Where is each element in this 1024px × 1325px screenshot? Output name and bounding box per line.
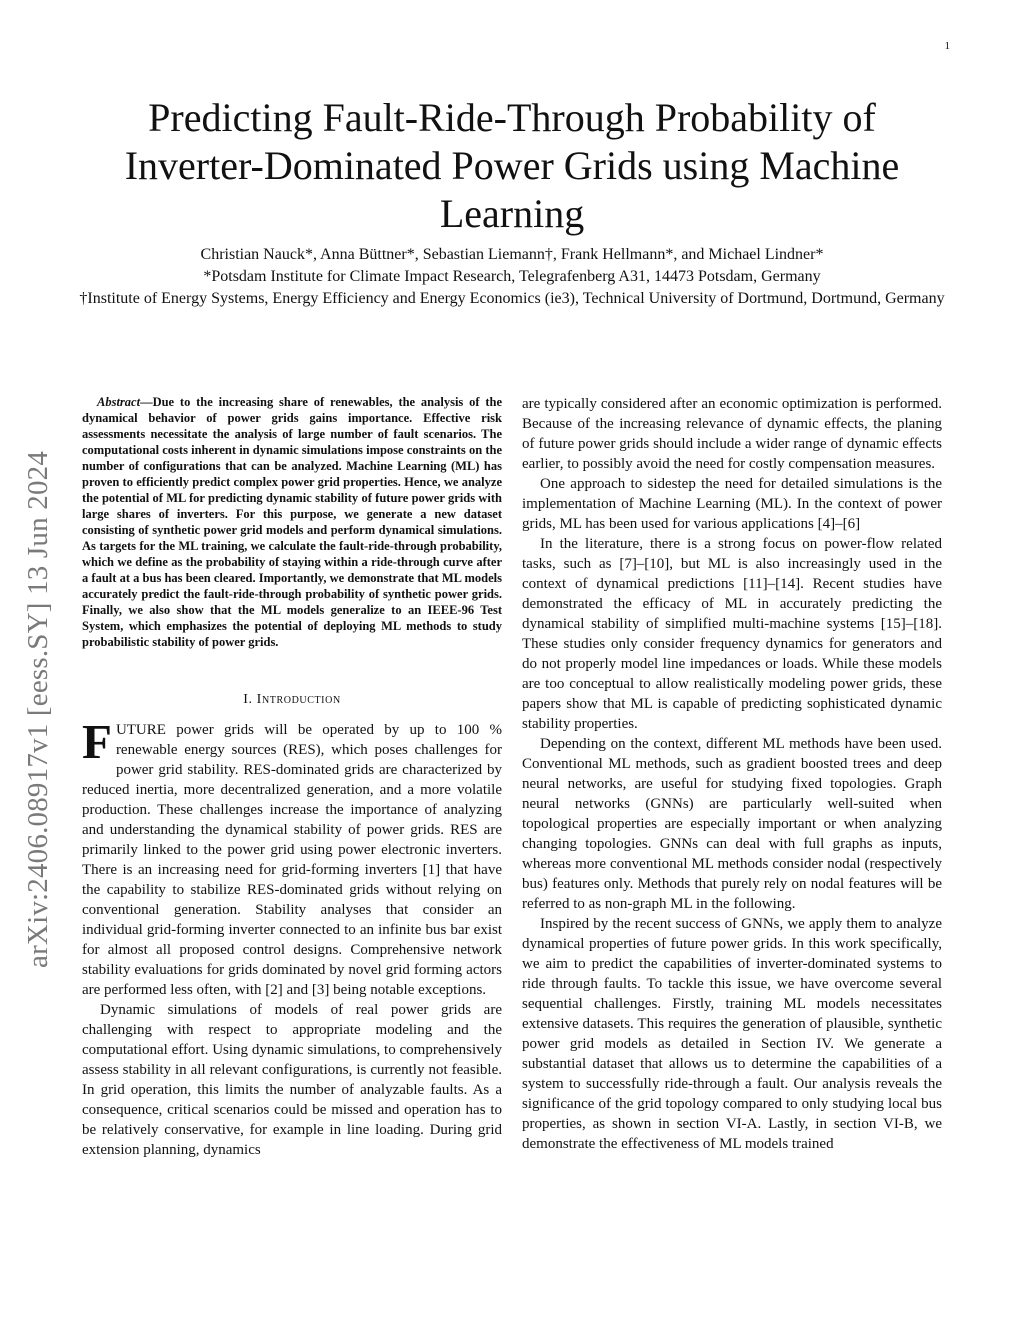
drop-cap-word-rest: UTURE — [115, 722, 166, 738]
intro-paragraph-7: Inspired by the recent success of GNNs, we apply them to analyze dynamical properties of future power grids. In this work specifically, we aim to predict the capabilities of inverter-dominated systems to ride through faults. To tackle this issue, we have overcome several sequential challenges. Firstly, training ML models necessitates extensive datasets. This requires the generation of plausible, synthetic power grid models as detailed in Section IV. We generate a substantial dataset that allows us to determine the capabilities of a system to successfully ride-through a fault. Our analysis reveals the significance of the grid topology compared to only studying local bus properties, as shown in section VI-A. Lastly, in section VI-B, we demonstrate the effectiveness of ML models trained — [522, 916, 942, 1152]
intro-paragraph-3: are typically considered after an economic optimization is performed. Because of the increasing relevance of dynamic effects, the planing of future power grids should include a wider range of dynamic effects earlier, to possibly avoid the need for costly compensation measures. — [522, 396, 942, 472]
affiliation-2: †Institute of Energy Systems, Energy Efficiency and Energy Economics (ie3), Technical University of Dortmund, Dortmund, Germany — [79, 290, 945, 307]
abstract-text: —Due to the increasing share of renewables, the analysis of the dynamical behavior of power grids gains importance. Effective risk assessments necessitate the analysis of large number of fault scenarios. The computational costs inherent in dynamic simulations impose constraints on the number of configurations that can be analyzed. Machine Learning (ML) has proven to efficiently predict complex power grid properties. Hence, we analyze the potential of ML for predicting dynamic stability of future power grids with large shares of inverters. For this purpose, we generate a new dataset consisting of synthetic power grid models and perform dynamical simulations. As targets for the ML training, we calculate the fault-ride-through probability, which we define as the probability of staying within a ride-through curve after a fault at a bus has been cleared. Importantly, we demonstrate that ML models accurately predict the fault-ride-through probability of synthetic power grids. Finally, we also show that the ML models generalize to an IEEE-96 Test System, which emphasizes the potential of deploying ML methods to study probabilistic stability of power grids. — [82, 395, 502, 649]
drop-cap: F — [82, 714, 112, 769]
intro-paragraph-2: Dynamic simulations of models of real power grids are challenging with respect to appropriate modeling and the computational effort. Using dynamic simulations, to comprehensively assess stability in all relevant configurations, is currently not feasible. In grid operation, this limits the number of analyzable faults. As a consequence, critical scenarios could be missed and operation has to be relatively conservative, for example in line loading. During grid extension planning, dynamics — [82, 1002, 502, 1158]
author-block — [70, 244, 954, 310]
paper-title: Predicting Fault-Ride-Through Probability of Inverter-Dominated Power Grids using Machine Learning — [124, 95, 900, 236]
affiliation-1: *Potsdam Institute for Climate Impact Research, Telegrafenberg A31, 14473 Potsdam, Germany — [203, 268, 821, 285]
left-column — [82, 394, 502, 1160]
intro-paragraph-5: In the literature, there is a strong focus on power-flow related tasks, such as [7]–[10], but ML is also increasingly used in the context of dynamical predictions [11]–[14]. Recent studies have demonstrated the efficacy of ML in accurately predicting the dynamical stability of simplified multi-machine systems [15]–[18]. These studies only consider frequency dynamics for generators and do not properly model line impedances or loads. While these models are too conceptual to allow realistically modeling power grids, these papers show that ML is capable of predicting sophisticated dynamic stability properties. — [522, 536, 942, 732]
intro-paragraph-1 — [82, 714, 502, 1000]
intro-paragraph-4: One approach to sidestep the need for detailed simulations is the implementation of Machine Learning (ML). In the context of power grids, ML has been used for various applications [4]–[6] — [522, 476, 942, 532]
author-list: Christian Nauck*, Anna Büttner*, Sebastian Liemann†, Frank Hellmann*, and Michael Lindner* — [200, 246, 824, 263]
abstract — [82, 394, 502, 650]
intro-paragraph-1-text: power grids will be operated by up to 100 % renewable energy sources (RES), which poses challenges for power grid stability. RES-dominated grids are characterized by reduced inertia, more decentralized generation, and a more volatile production. These challenges increase the importance of analyzing and understanding the dynamical stability of power grids. RES are primarily linked to the power grid using power electronic inverters. There is an increasing need for grid-forming inverters [1] that have the capability to stabilize RES-dominated grids without relying on conventional generation. Stability analyses that consider an individual grid-forming inverter connected to an infinite bus bar exist for almost all proposed control designs. Comprehensive network stability evaluations for grids dominated by novel grid forming actors are performed less often, with [2] and [3] being notable exceptions. — [82, 722, 502, 998]
page-number: 1 — [944, 40, 950, 52]
right-column — [522, 394, 942, 1154]
intro-paragraph-6: Depending on the context, different ML methods have been used. Conventional ML methods, such as gradient boosted trees and deep neural networks, are useful for studying fixed topologies. Graph neural networks (GNNs) are particularly well-suited when topological properties are especially important or when analyzing changing topologies. GNNs can deal with full graphs as inputs, whereas more conventional ML methods consider nodal (respectively bus) features only. Methods that purely rely on nodal features will be referred to as non-graph ML in the following. — [522, 736, 942, 912]
section-heading-introduction: I. Introduction — [243, 692, 341, 707]
abstract-label: Abstract — [97, 395, 141, 409]
arxiv-stamp: arXiv:2406.08917v1 [eess.SY] 13 Jun 2024 — [22, 450, 54, 968]
